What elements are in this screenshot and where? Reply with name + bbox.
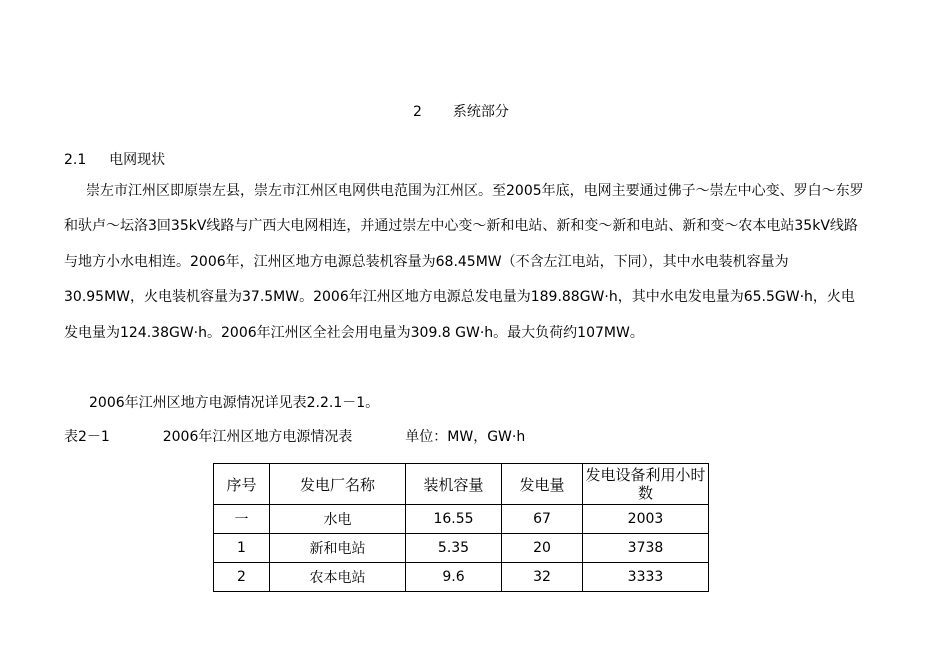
table-cell: 32 [502,563,583,592]
table-label: 表2－1 [64,429,110,445]
table-cell: 一 [214,505,270,534]
header-cell: 发电量 [502,464,583,505]
table-cell: 16.55 [406,505,502,534]
body-paragraph: 崇左市江州区即原崇左县，崇左市江州区电网供电范围为江州区。至2005年底，电网主要通过佛子～崇左中心变、罗白～东罗和驮卢～坛洛3回35kV线路与广西大电网相连，并通过崇左中心变～新和电站、新和变～新和电站、新和变～农本电站35kV线路与地方小水电相连。2006年，江州区地方电源总装机容量为68.45MW（不含左江电站，下同），其中水电装机容量为30.95MW，火电装机容量为37.5MW。2006年江州区地方电源总发电量为189.88GW·h，其中水电发电量为65.5GW·h，火电发电量为124.38GW·h。2006年江州区全社会用电量为309.8 GW·h。最大负荷约107MW。 [64,183,864,341]
power-source-table [213,463,709,592]
table-title: 2006年江州区地方电源情况表 [162,429,353,445]
table-row [214,505,709,534]
header-cell: 发电厂名称 [270,464,406,505]
header-cell: 发电设备利用小时数 [583,464,709,505]
table-cell: 9.6 [406,563,502,592]
table-cell: 67 [502,505,583,534]
table-header-row [214,464,709,505]
table-cell: 农本电站 [270,563,406,592]
section-heading [413,103,509,121]
table-reference: 2006年江州区地方电源情况详见表2.2.1－1。 [89,395,380,411]
table-cell: 水电 [270,505,406,534]
table-cell: 2 [214,563,270,592]
table-row [214,563,709,592]
subsection-number: 2.1 [64,152,87,168]
subsection-heading [64,151,165,169]
table-cell: 2003 [583,505,709,534]
table-cell: 新和电站 [270,534,406,563]
table-caption [64,428,525,446]
table-unit: 单位：MW，GW·h [405,429,526,445]
header-cell: 装机容量 [406,464,502,505]
table-row [214,534,709,563]
table-cell: 3738 [583,534,709,563]
table-cell: 5.35 [406,534,502,563]
table-cell: 1 [214,534,270,563]
header-cell: 序号 [214,464,270,505]
table-cell: 20 [502,534,583,563]
subsection-title: 电网现状 [109,152,166,168]
table-cell: 3333 [583,563,709,592]
section-title: 系统部分 [452,104,509,120]
section-number: 2 [413,104,422,120]
